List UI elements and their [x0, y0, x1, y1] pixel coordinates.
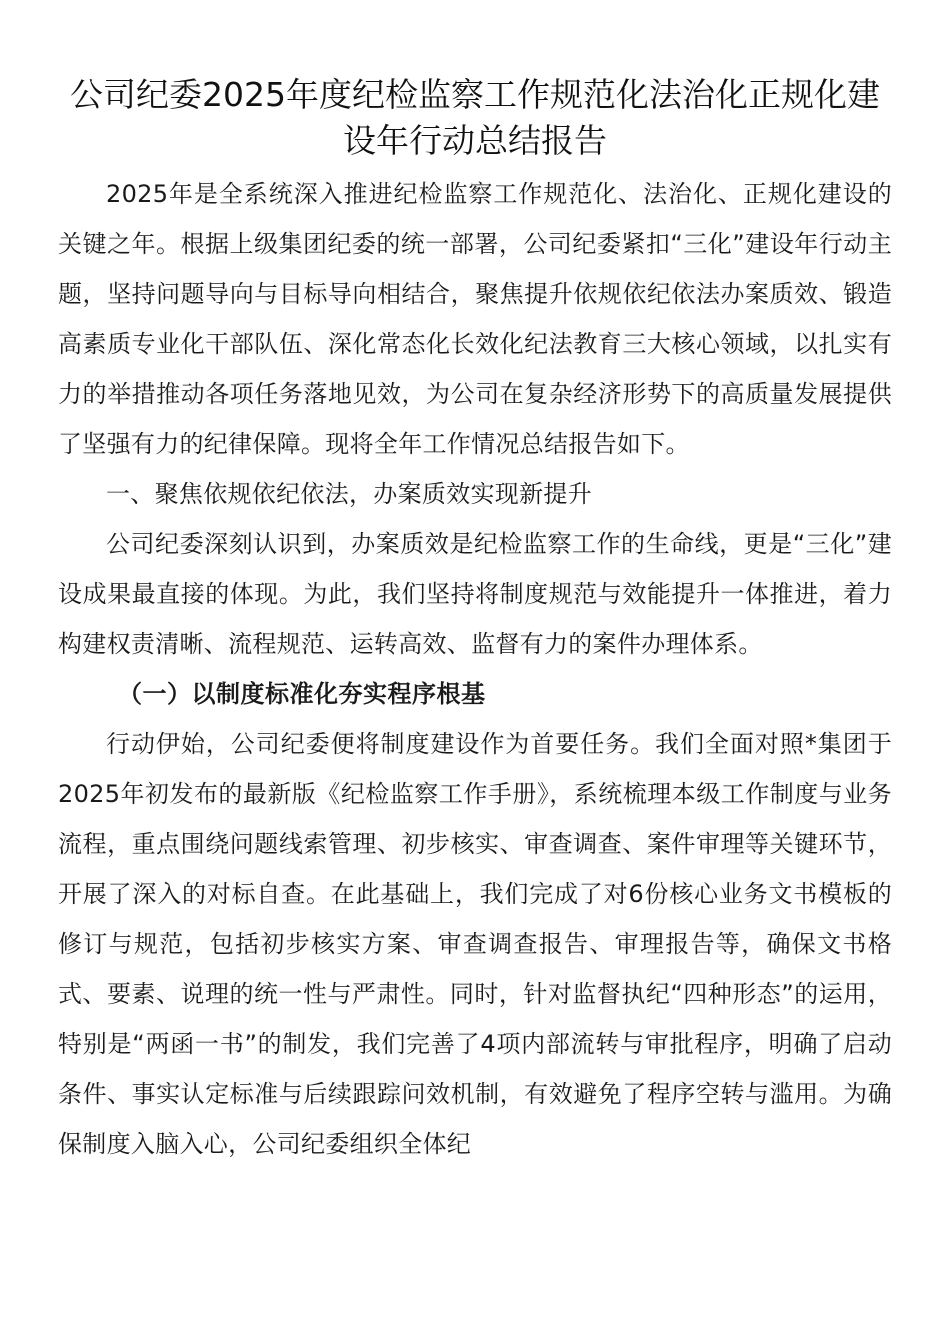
document-page	[58, 72, 892, 1169]
section-1-paragraph: 公司纪委深刻认识到，办案质效是纪检监察工作的生命线，更是“三化”建设成果最直接的体现。为此，我们坚持将制度规范与效能提升一体推进，着力构建权责清晰、流程规范、运转高效、监督有力的案件办理体系。	[58, 530, 892, 658]
document-title: 公司纪委2025年度纪检监察工作规范化法治化正规化建设年行动总结报告	[70, 75, 880, 160]
subsection-1-paragraph: 行动伊始，公司纪委便将制度建设作为首要任务。我们全面对照*集团于2025年初发布的最新版《纪检监察工作手册》，系统梳理本级工作制度与业务流程，重点围绕问题线索管理、初步核实、审查调查、案件审理等关键环节，开展了深入的对标自查。在此基础上，我们完成了对6份核心业务文书模板的修订与规范，包括初步核实方案、审查调查报告、审理报告等，确保文书格式、要素、说理的统一性与严肃性。同时，针对监督执纪“四种形态”的运用，特别是“两函一书”的制发，我们完善了4项内部流转与审批程序，明确了启动条件、事实认定标准与后续跟踪问效机制，有效避免了程序空转与滥用。为确保制度入脑入心，公司纪委组织全体纪	[58, 730, 892, 1158]
document-body	[58, 169, 892, 1169]
section-heading-1: 一、聚焦依规依纪依法，办案质效实现新提升	[106, 480, 592, 508]
intro-paragraph: 2025年是全系统深入推进纪检监察工作规范化、法治化、正规化建设的关键之年。根据上级集团纪委的统一部署，公司纪委紧扣“三化”建设年行动主题，坚持问题导向与目标导向相结合，聚焦提升依规依纪依法办案质效、锻造高素质专业化干部队伍、深化常态化长效化纪法教育三大核心领域，以扎实有力的举措推动各项任务落地见效，为公司在复杂经济形势下的高质量发展提供了坚强有力的纪律保障。现将全年工作情况总结报告如下。	[58, 180, 892, 458]
subsection-heading-1: （一）以制度标准化夯实程序根基	[118, 680, 486, 708]
